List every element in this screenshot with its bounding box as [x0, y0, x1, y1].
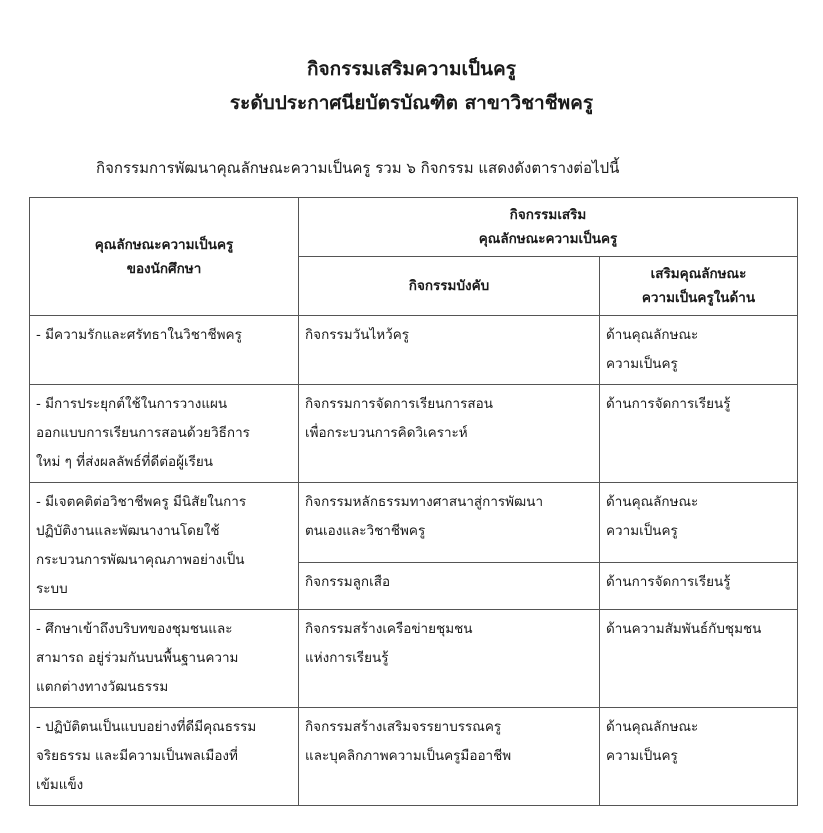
characteristic-cell: - มีความรักและศรัทธาในวิชาชีพครู: [30, 316, 299, 385]
intro-paragraph: กิจกรรมการพัฒนาคุณลักษณะความเป็นครู รวม ๖ กิจกรรม แสดงดังตารางต่อไปนี้: [96, 159, 620, 177]
aspect-cell: ด้านคุณลักษณะ ความเป็นครู: [600, 483, 798, 563]
document-title: กิจกรรมเสริมความเป็นครู: [307, 58, 516, 80]
table-row: [30, 483, 798, 563]
table-row: [30, 708, 798, 806]
header-activity-group: กิจกรรมเสริม คุณลักษณะความเป็นครู: [299, 198, 798, 257]
header-mandatory-activity: กิจกรรมบังคับ: [299, 257, 600, 316]
activity-cell: กิจกรรมสร้างเสริมจรรยาบรรณครู และบุคลิกภาพความเป็นครูมืออาชีพ: [299, 708, 600, 806]
characteristic-cell: - ปฏิบัติตนเป็นแบบอย่างที่ดีมีคุณธรรม จริยธรรม และมีความเป็นพลเมืองที่ เข้มแข็ง: [30, 708, 299, 806]
aspect-cell: ด้านความสัมพันธ์กับชุมชน: [600, 610, 798, 708]
aspect-cell: ด้านการจัดการเรียนรู้: [600, 563, 798, 610]
characteristic-cell: - มีเจตคติต่อวิชาชีพครู มีนิสัยในการ ปฏิบัติงานและพัฒนางานโดยใช้ กระบวนการพัฒนาคุณภาพอย่างเป็น ระบบ: [30, 483, 299, 610]
activity-cell: กิจกรรมหลักธรรมทางศาสนาสู่การพัฒนา ตนเองและวิชาชีพครู: [299, 483, 600, 563]
header-characteristic: คุณลักษณะความเป็นครู ของนักศึกษา: [30, 198, 299, 316]
header-aspect: เสริมคุณลักษณะ ความเป็นครูในด้าน: [600, 257, 798, 316]
activities-table: [29, 197, 798, 806]
table-row: [30, 316, 798, 385]
document-subtitle: ระดับประกาศนียบัตรบัณฑิต สาขาวิชาชีพครู: [229, 92, 594, 114]
activity-cell: กิจกรรมการจัดการเรียนการสอน เพื่อกระบวนการคิดวิเคราะห์: [299, 385, 600, 483]
aspect-cell: ด้านการจัดการเรียนรู้: [600, 385, 798, 483]
activity-cell: กิจกรรมลูกเสือ: [299, 563, 600, 610]
aspect-cell: ด้านคุณลักษณะ ความเป็นครู: [600, 708, 798, 806]
characteristic-cell: - ศึกษาเข้าถึงบริบทของชุมชนและ สามารถ อยู่ร่วมกันบนพื้นฐานความ แตกต่างทางวัฒนธรรม: [30, 610, 299, 708]
aspect-cell: ด้านคุณลักษณะ ความเป็นครู: [600, 316, 798, 385]
characteristic-cell: - มีการประยุกต์ใช้ในการวางแผน ออกแบบการเรียนการสอนด้วยวิธีการ ใหม่ ๆ ที่ส่งผลลัพธ์ที่ดีต่อผู้เรียน: [30, 385, 299, 483]
table-row: [30, 385, 798, 483]
activity-cell: กิจกรรมวันไหว้ครู: [299, 316, 600, 385]
activity-cell: กิจกรรมสร้างเครือข่ายชุมชน แห่งการเรียนรู้: [299, 610, 600, 708]
table-row: [30, 610, 798, 708]
